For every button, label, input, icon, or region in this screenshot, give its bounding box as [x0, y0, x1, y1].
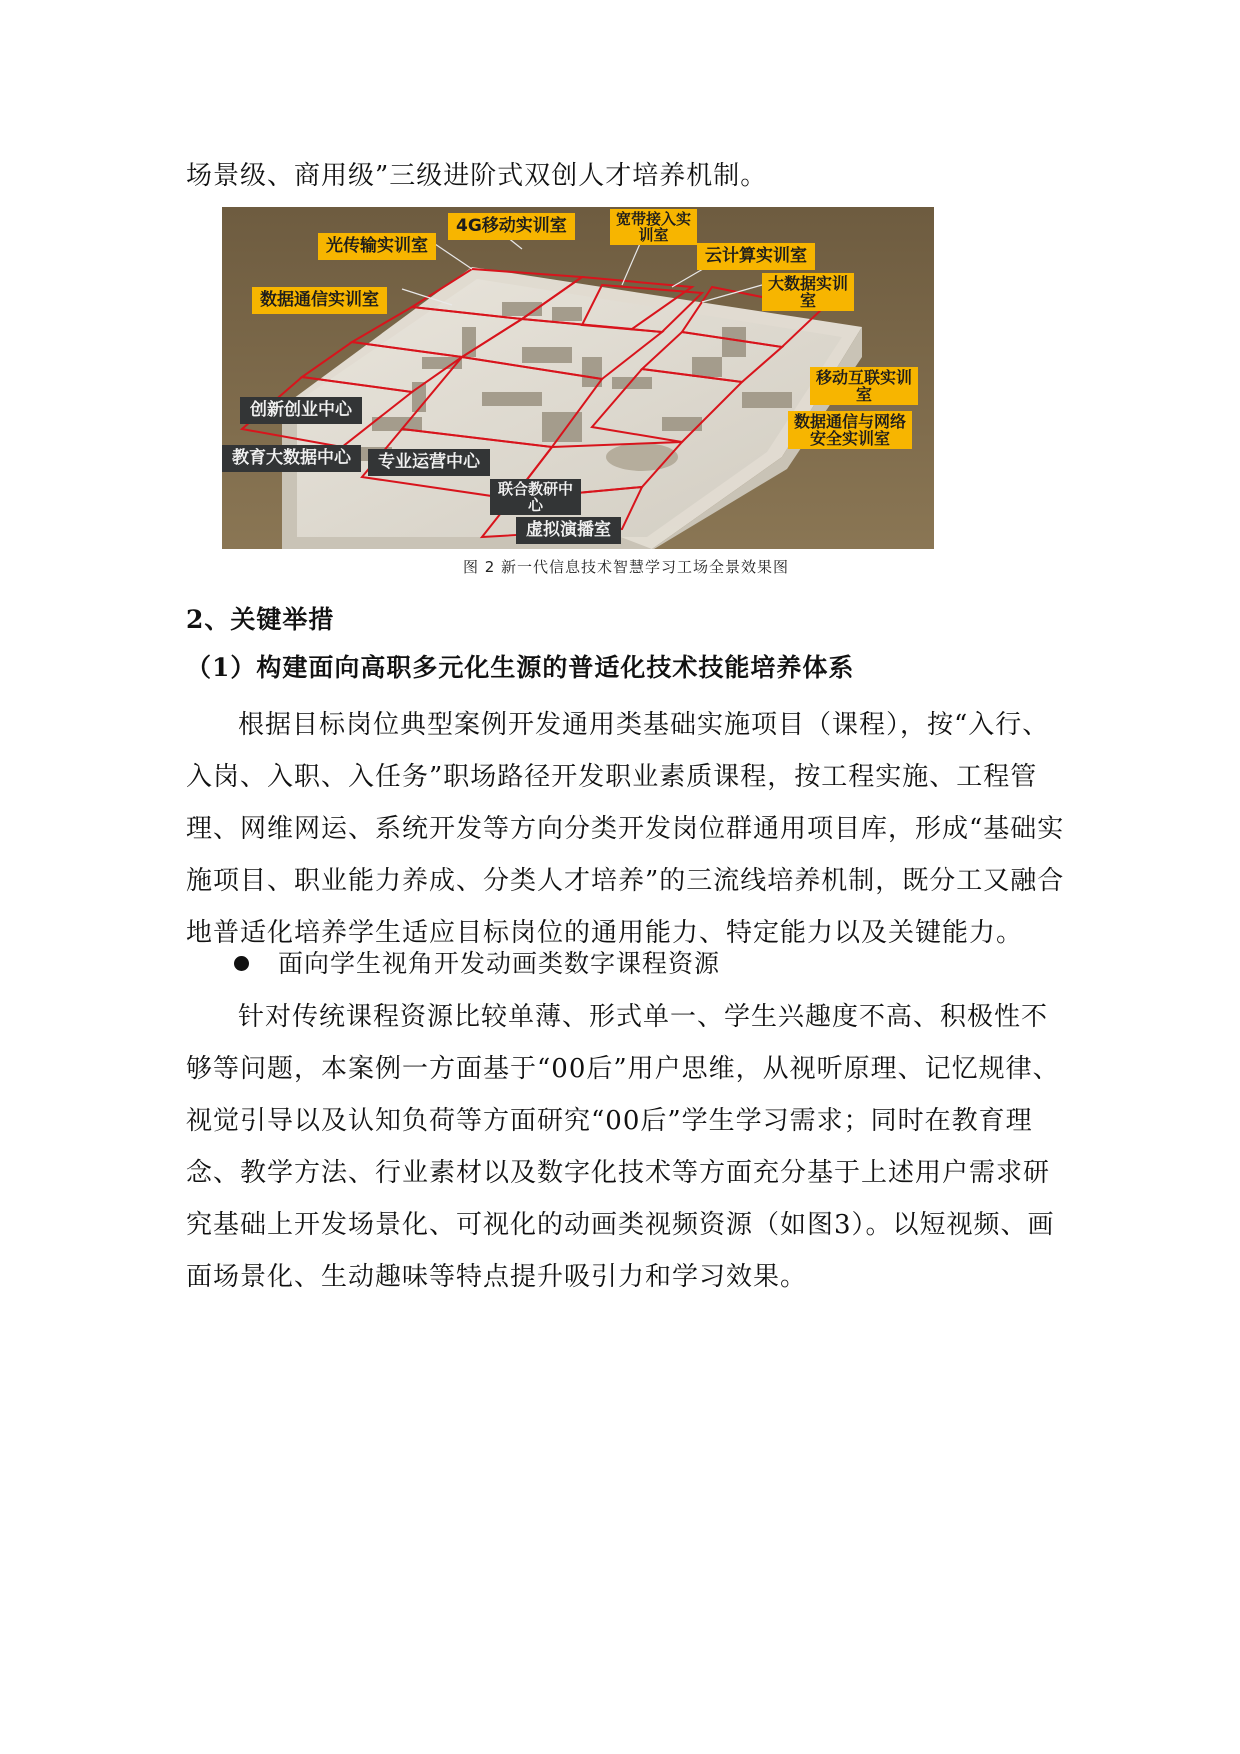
label-mobile-internet-lab: 移动互联实训 室 — [810, 367, 918, 405]
figure-caption: 图 2 新一代信息技术智慧学习工场全景效果图 — [462, 558, 790, 576]
label-professional-operations-center: 专业运营中心 — [368, 449, 490, 476]
label-cloud-computing-lab: 云计算实训室 — [697, 243, 815, 270]
bullet-icon — [234, 956, 249, 971]
bullet-text: 面向学生视角开发动画类数字课程资源 — [278, 949, 721, 978]
paragraph-training-system: 根据目标岗位典型案例开发通用类基础实施项目（课程），按“入行、入岗、入职、入任务”职场路径开发职业素质课程，按工程实施、工程管理、网维网运、系统开发等方向分类开发岗位群通用项目库，形成“基础实施项目、职业能力养成、分类人才培养”的三流线培养机制，既分工又融合地普适化培养学生适应目标岗位的通用能力、特定能力以及关键能力。 — [186, 710, 1065, 948]
label-innovation-center: 创新创业中心 — [240, 397, 362, 424]
sub-heading: （1）构建面向高职多元化生源的普适化技术技能培养体系 — [186, 653, 855, 682]
smart-factory-panorama-figure — [222, 207, 934, 549]
label-broadband-access-lab: 宽带接入实 训室 — [610, 209, 697, 245]
label-big-data-lab: 大数据实训 室 — [762, 273, 854, 311]
label-4g-mobile-lab: 4G移动实训室 — [448, 213, 575, 240]
intro-line: 场景级、商用级”三级进阶式双创人才培养机制。 — [186, 161, 768, 191]
label-network-security-lab: 数据通信与网络 安全实训室 — [788, 411, 912, 449]
label-education-big-data-center: 教育大数据中心 — [222, 445, 361, 472]
label-data-communication-lab: 数据通信实训室 — [252, 287, 387, 314]
label-joint-teaching-research-center: 联合教研中 心 — [490, 479, 581, 515]
label-optical-transport-lab: 光传输实训室 — [318, 233, 436, 260]
section-heading: 2、关键举措 — [186, 605, 335, 634]
paragraph-digital-resources: 针对传统课程资源比较单薄、形式单一、学生兴趣度不高、积极性不够等问题，本案例一方面基于“00后”用户思维，从视听原理、记忆规律、视觉引导以及认知负荷等方面研究“00后”学生学习需求；同时在教育理念、教学方法、行业素材以及数字化技术等方面充分基于上述用户需求研究基础上开发场景化、可视化的动画类视频资源（如图3）。以短视频、画面场景化、生动趣味等特点提升吸引力和学习效果。 — [186, 1002, 1060, 1292]
label-virtual-studio: 虚拟演播室 — [516, 517, 621, 544]
